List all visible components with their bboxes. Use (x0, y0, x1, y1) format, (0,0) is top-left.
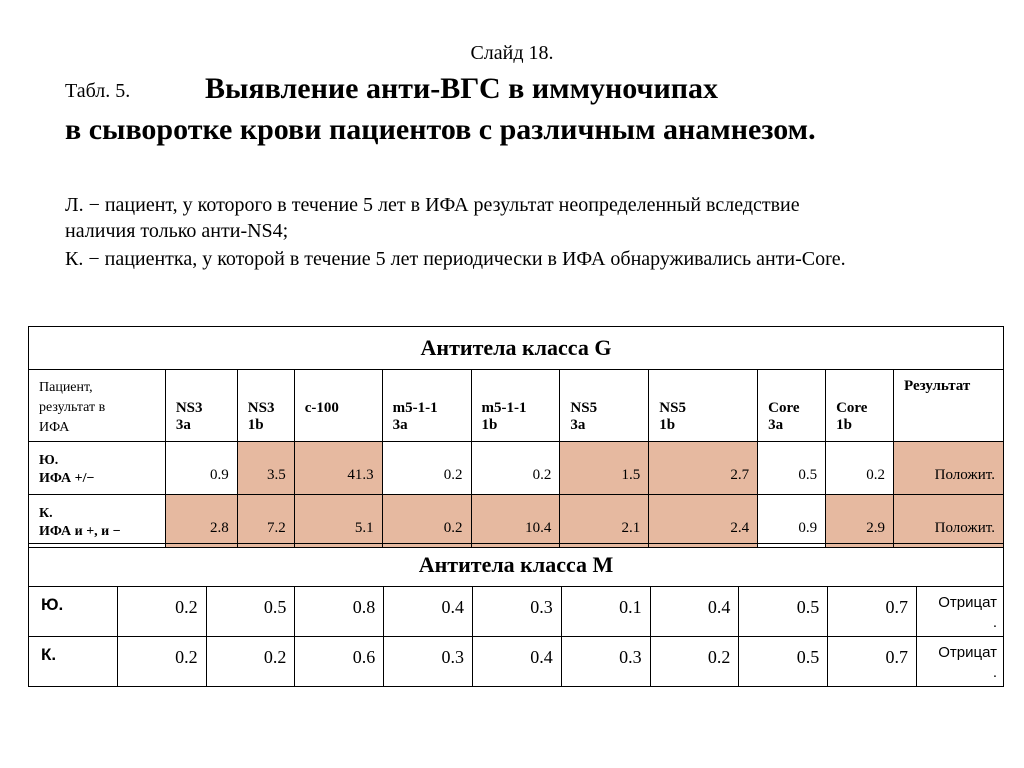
cell-value: 0.4 (384, 587, 473, 637)
cell-result: Отрицат . (916, 637, 1003, 687)
col-core-3a: Core 3a (758, 370, 826, 442)
col-ns5-3a: NS5 3a (560, 370, 649, 442)
cell-value: 0.2 (826, 442, 894, 495)
igg-title: Антитела класса G (29, 327, 1004, 370)
note-line-1b: наличия только анти-NS4; (65, 220, 289, 242)
slide-label: Слайд 18. (470, 42, 554, 64)
cell-value: 2.4 (649, 495, 758, 548)
cell-value: 0.2 (206, 637, 295, 687)
cell-value: 0.2 (382, 442, 471, 495)
cell-result: Отрицат . (916, 587, 1003, 637)
cell-value: 3.5 (237, 442, 294, 495)
title-line-1: Выявление анти-ВГС в иммуночипах (205, 72, 719, 105)
cell-value: 0.7 (828, 587, 917, 637)
cell-value: 1.5 (560, 442, 649, 495)
cell-value: 0.2 (650, 637, 739, 687)
cell-value: 0.3 (384, 637, 473, 687)
row-label-yu: Ю. ИФА +/− (29, 442, 166, 495)
cell-value: 0.6 (295, 637, 384, 687)
igg-table (28, 326, 1004, 548)
patient-header: Пациент, результат в ИФА (29, 370, 166, 442)
cell-value: 2.1 (560, 495, 649, 548)
cell-value: 0.9 (165, 442, 237, 495)
cell-result: Положит. (894, 495, 1004, 548)
col-m511-3a: m5-1-1 3a (382, 370, 471, 442)
igm-table (28, 543, 1004, 687)
col-ns3-1b: NS3 1b (237, 370, 294, 442)
result-header: Результат (894, 370, 1004, 442)
cell-value: 7.2 (237, 495, 294, 548)
cell-value: 0.5 (206, 587, 295, 637)
col-core-1b: Core 1b (826, 370, 894, 442)
table-number: Табл. 5. (65, 80, 131, 102)
cell-value: 0.4 (650, 587, 739, 637)
table-row (29, 495, 1004, 548)
row-label-k: К. ИФА и +, и − (29, 495, 166, 548)
cell-value: 10.4 (471, 495, 560, 548)
cell-value: 0.3 (473, 587, 562, 637)
table-row (29, 442, 1004, 495)
cell-value: 2.9 (826, 495, 894, 548)
note-line-1a: Л. − пациент, у которого в течение 5 лет в ИФА результат неопределенный вследствие (65, 194, 800, 216)
cell-value: 0.7 (828, 637, 917, 687)
table-row (29, 587, 1004, 637)
cell-result: Положит. (894, 442, 1004, 495)
cell-value: 0.1 (561, 587, 650, 637)
title-line-2: в сыворотке крови пациентов с различным анамнезом. (65, 113, 816, 146)
cell-value: 0.2 (117, 637, 206, 687)
cell-value: 0.8 (295, 587, 384, 637)
cell-value: 0.4 (473, 637, 562, 687)
cell-value: 0.5 (758, 442, 826, 495)
cell-value: 0.2 (471, 442, 560, 495)
note-line-2: К. − пациентка, у которой в течение 5 лет периодически в ИФА обнаруживались анти-Core. (65, 248, 846, 270)
table-row (29, 637, 1004, 687)
col-ns3-3a: NS3 3a (165, 370, 237, 442)
col-ns5-1b: NS5 1b (649, 370, 758, 442)
cell-value: 0.5 (739, 637, 828, 687)
row-label-k: К. (29, 637, 118, 687)
cell-value: 0.5 (739, 587, 828, 637)
cell-value: 0.2 (117, 587, 206, 637)
igm-title: Антитела класса М (29, 544, 1004, 587)
cell-value: 0.3 (561, 637, 650, 687)
cell-value: 0.9 (758, 495, 826, 548)
row-label-yu: Ю. (29, 587, 118, 637)
cell-value: 2.7 (649, 442, 758, 495)
cell-value: 0.2 (382, 495, 471, 548)
col-m511-1b: m5-1-1 1b (471, 370, 560, 442)
cell-value: 5.1 (294, 495, 382, 548)
cell-value: 41.3 (294, 442, 382, 495)
cell-value: 2.8 (165, 495, 237, 548)
igg-header-row (29, 370, 1004, 442)
col-c100: c-100 (294, 370, 382, 442)
